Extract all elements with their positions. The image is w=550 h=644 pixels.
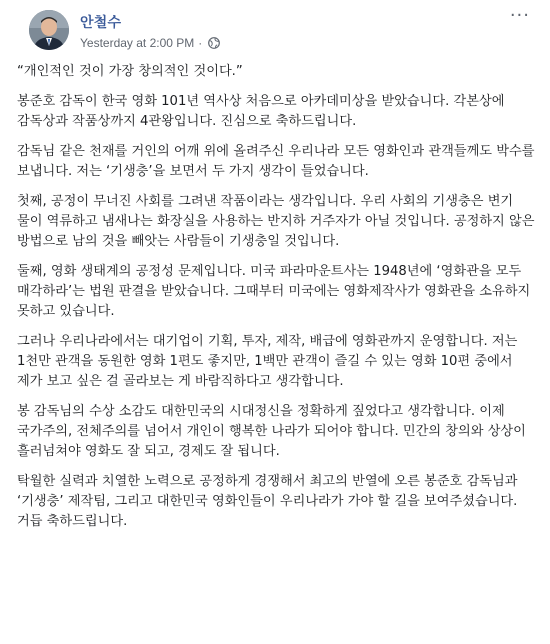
post-paragraph: 봉준호 감독이 한국 영화 101년 역사상 처음으로 아카데미상을 받았습니다. 각본상에 감독상과 작품상까지 4관왕입니다. 진심으로 축하드립니다. — [17, 94, 505, 129]
post-paragraph: 봉 감독님의 수상 소감도 대한민국의 시대정신을 정확하게 짚었다고 생각합니다. 이제 국가주의, 전체주의를 넘어서 개인이 행복한 나라가 되어야 합니다. 민간의 창의와 상상이 흘러넘쳐야 영화도 잘 되고, 경제도 잘 됩니다. — [17, 404, 526, 459]
post-paragraph: 탁월한 실력과 치열한 노력으로 공정하게 경쟁해서 최고의 반열에 오른 봉준호 감독님과 ‘기생충’ 제작팀, 그리고 대한민국 영화인들이 우리나라가 가야 할 길을 보여주셨습니다. 거듭 축하드립니다. — [17, 474, 518, 529]
avatar-photo — [29, 10, 69, 50]
post-paragraph: 둘째, 영화 생태계의 공정성 문제입니다. 미국 파라마운트사는 1948년에 ‘영화관을 모두 매각하라’는 법원 판결을 받았습니다. 그때부터 미국에는 영화제작사가 영화관을 소유하지 못하고 있습니다. — [17, 264, 531, 319]
post-paragraph: 감독님 같은 천재를 거인의 어깨 위에 올려주신 우리나라 모든 영화인과 관객들께도 박수를 보냅니다. 저는 ‘기생충’을 보면서 두 가지 생각이 들었습니다. — [17, 144, 535, 179]
author-name[interactable]: 안철수 — [80, 15, 122, 31]
post-paragraph: 첫째, 공정이 무너진 사회를 그려낸 작품이라는 생각입니다. 우리 사회의 기생충은 변기 물이 역류하고 냄새나는 화장실을 사용하는 반지하 거주자가 아닐 것입니다. 공정하지 않은 방법으로 남의 것을 빼앗는 사람들이 기생충일 것입니다. — [17, 194, 535, 249]
more-options-icon[interactable]: ··· — [509, 5, 530, 26]
post-meta — [80, 36, 220, 50]
post-paragraph: “개인적인 것이 가장 창의적인 것이다.” — [17, 64, 243, 79]
globe-icon[interactable] — [208, 37, 220, 49]
post-header — [12, 0, 538, 62]
post-timestamp[interactable]: Yesterday at 2:00 PM — [80, 36, 195, 50]
post-body — [17, 62, 537, 542]
post-paragraph: 그러나 우리나라에서는 대기업이 기획, 투자, 제작, 배급에 영화관까지 운영합니다. 저는 1천만 관객을 동원한 영화 1편도 좋지만, 1백만 관객이 즐길 수 있는 영화 10편 중에서 제가 보고 싶은 걸 골라보는 게 바람직하다고 생각합니다. — [17, 334, 518, 389]
meta-separator: · — [198, 36, 203, 50]
avatar[interactable] — [29, 10, 69, 50]
